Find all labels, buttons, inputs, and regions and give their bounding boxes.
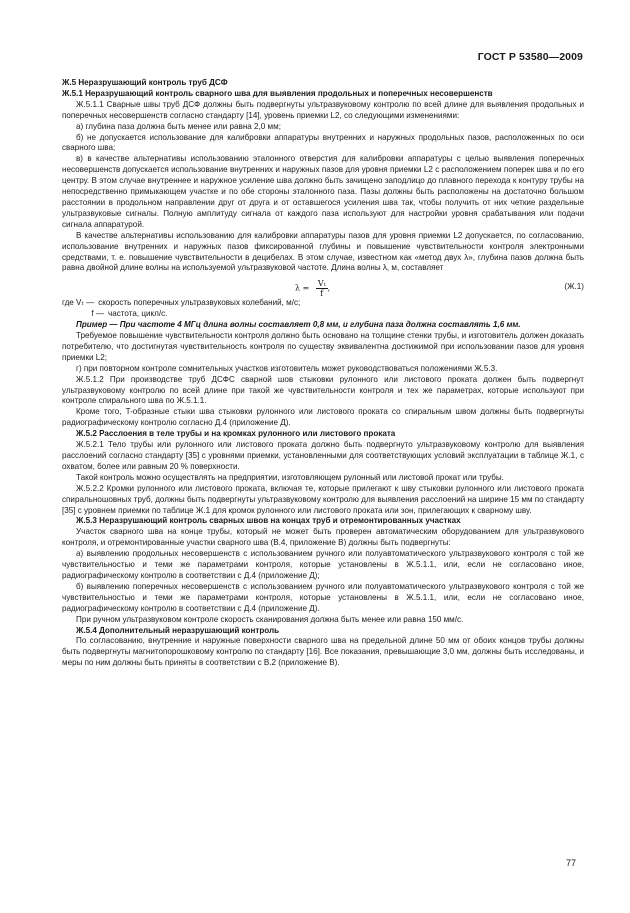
paragraph: Ж.5.2.1 Тело трубы или рулонного или листового проката должно быть подвергнуто ультразвуковому контролю для выявления расслоений согласно стандарту [35] с уровнями приемки, установленными для соответствующих условий эксплуатации в таблице Ж.1, с охватом, более или равным 20 % поверхности. [62,440,584,471]
formula-denominator: f [320,289,324,299]
definition-row [62,309,584,320]
page-content [62,78,584,669]
definition-text: скорость поперечных ультразвуковых колебаний, м/с; [98,298,301,308]
paragraph: а) глубина паза должна быть менее или равна 2,0 мм; [76,121,281,131]
definition-term: где Vₜ — [62,298,95,308]
section-heading: Ж.5.2 Расслоения в теле трубы и на кромках рулонного или листового проката [76,429,396,439]
paragraph: Ж.5.2.2 Кромки рулонного или листового проката, включая те, которые прилегают к шву стыковки рулонного или листового проката спиральношовных труб, должны быть подвергнуты ультразвуковому контролю для выявления расслоений на ширине 15 мм по стандарту [35] с уровнем приемки по таблице Ж.1 для кромок рулонного или листового проката или зон, прилегающих к сварному шву. [62,483,584,515]
paragraph: в) в качестве альтернативы использованию эталонного отверстия для калибровки аппаратуры с целью выявления поперечных несовершенств допускается использование внутренних и наружных пазов для уровня приемки L2 с расположением поперек шва и по его центру. В этом случае внутреннее и наружное усиление шва должно быть зачищено заподлицо до плавного перехода к контуру трубы на непосредственно примыкающем участке и по обе стороны эталонного паза. Пазы должны быть расположены на достаточно большом расстоянии в продольном направлении друг от друга и от оставшегося усиления шва так, чтобы получить от них четкие раздельные ультразвуковые сигналы. Полную амплитуду сигнала от каждого паза используют для настройки уровня срабатывания или подачи сигнала аппаратурой. [62,154,584,229]
paragraph: г) при повторном контроле сомнительных участков изготовитель может руководствоваться положениями Ж.5.3. [76,363,498,373]
paragraph: Такой контроль можно осуществлять на предприятии, изготовляющем рулонный или листовой прокат или трубы. [76,472,504,482]
paragraph: б) не допускается использование для калибровки аппаратуры внутренних и наружных продольных пазов, расположенных по оси сварного шва; [62,132,584,153]
definition-row [62,298,584,309]
page-number: 77 [565,858,576,868]
section-heading: Ж.5.1 Неразрушающий контроль сварного шва для выявления продольных и поперечных несовершенств [62,88,493,98]
formula-numerator: Vₜ [317,279,326,289]
paragraph: Участок сварного шва на конце трубы, который не может быть проверен автоматическим оборудованием для ультразвукового контроля, и отремонтированные участки сварного шва (В.4, приложение В) должны быть подвергнуты: [62,527,584,548]
paragraph: Пример — При частоте 4 МГц длина волны составляет 0,8 мм, и глубина паза должна составлять 1,6 мм. [76,320,521,330]
formula-expression [295,279,330,298]
paragraph: При ручном ультразвуковом контроле скорость сканирования должна быть менее или равна 150 мм/с. [76,614,464,624]
formula-definitions [62,298,584,320]
paragraph: Требуемое повышение чувствительности контроля должно быть основано на толщине стенки трубы, и изготовитель должен доказать потребителю, что достигнутая чувствительность контроля по существу эквивалентна достижимой при использовании пазов для уровня приемки L2; [62,331,584,362]
formula-lhs: λ = [295,283,310,293]
section-heading: Ж.5 Неразрушающий контроль труб ДСФ [62,78,228,87]
paragraph: Кроме того, T-образные стыки шва стыковки рулонного или листового проката со спиральным швом должны быть подвергнуты радиографическому контролю согласно Д.4 (приложение Д). [62,407,584,428]
section-part-1 [62,78,584,274]
formula-zh1 [62,276,584,298]
definition-text: частота, цикл/с. [108,309,168,319]
standard-designation: ГОСТ Р 53580—2009 [477,51,583,63]
section-heading: Ж.5.3 Неразрушающий контроль сварных швов на концах труб и отремонтированных участках [76,516,461,526]
definition-term: f — [91,309,104,319]
paragraph: а) выявлению продольных несовершенств с использованием ручного или полуавтоматического ультразвукового контроля с той же чувствительностью и теми же параметрами контроля, которые установлены в Ж.5.1.1, или, если не согласовано иное, радиографическому контролю в соответствии с Д.4 (приложение Д); [62,549,584,580]
section-heading: Ж.5.4 Дополнительный неразрушающий контроль [76,625,280,635]
formula-fraction [316,279,328,298]
paragraph: По согласованию, внутренние и наружные поверхности сварного шва на предельной длине 50 мм от обоих концов трубы должны быть подвергнуты магнитопорошковому контролю по стандарту [16]. Все показания, превышающие 3,0 мм, должны быть исследованы, и меры по ним должны быть приняты в соответствии с В.2 (приложение В). [62,636,584,668]
paragraph: Ж.5.1.1 Сварные швы труб ДСФ должны быть подвергнуты ультразвуковому контролю по всей длине для выявления продольных и поперечных несовершенств согласно стандарту [14], уровень приемки L2, со следующими изменениями: [62,99,584,120]
formula-suffix: , [327,283,331,293]
formula-number: (Ж.1) [564,282,584,292]
paragraph: Ж.5.1.2 При производстве труб ДСФС сварной шов стыковки рулонного или листового проката должен быть подвергнут ультразвуковому контролю по всей длине при такой же чувствительности контроля и тех же параметрах, которые используют при контроле спирального шва по Ж.5.1.1. [62,374,584,406]
paragraph: В качестве альтернативы использованию для калибровки аппаратуры пазов для уровня приемки L2 допускается, по согласованию, использование внутренних и наружных пазов фиксированной глубины и повышение чувствительности контроля электронными средствами, т. е. повышение чувствительности в децибелах. В этом случае, известном как «метод двух λ», глубина пазов должна быть равна двойной длине волны на используемой ультразвуковой частоте. Длина волны λ, м, составляет [62,230,584,273]
paragraph: б) выявлению поперечных несовершенств с использованием ручного или полуавтоматического ультразвукового контроля с той же чувствительностью и теми же параметрами контроля, которые установлены в Ж.5.1.1, или, если не согласовано иное, радиографическому контролю в соответствии с Д.4 (приложение Д). [62,581,584,613]
section-part-2 [62,320,584,669]
